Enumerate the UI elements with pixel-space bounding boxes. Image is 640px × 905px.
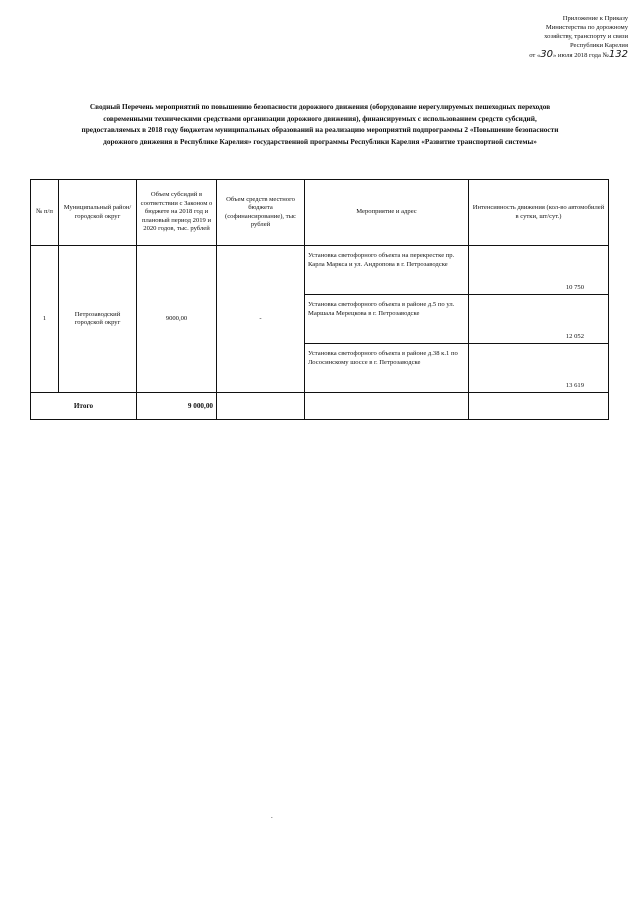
title-line: Сводный Перечень мероприятий по повышению безопасности дорожного движения (оборудование нерегулируемых пешеходных переходов [89,102,551,111]
cell-intensity: 12 052 [469,295,609,344]
total-value: 9 000,00 [137,393,217,420]
table-header-row [31,180,609,246]
appendix-line: Приложение к Приказу [562,15,628,22]
cell-district: Петрозаводский городской округ [59,246,137,393]
appendix-line: Министерства по дорожному [545,24,628,31]
title-line: современными техническими средствами организации дорожного движения), финансируемых с использованием средств субсидий, [103,113,537,123]
title-line: предоставляемых в 2018 году бюджетам муниципальных образований на реализацию мероприятий подпрограммы 2 «Повышение безопасности [81,125,559,134]
appendix-line: хозяйству, транспорту и связи [544,33,628,40]
cell-intensity: 13 619 [469,344,609,393]
cell-local-budget: - [217,246,305,393]
appendix-line: Республики Карелия [569,42,628,49]
cell-intensity: 10 750 [469,246,609,295]
date-day-handwritten: 30 [540,49,553,60]
page-mark: . [271,812,273,820]
total-label: Итого [31,393,137,420]
table-row [31,246,609,295]
appendix-date [440,50,628,60]
document-title [22,101,618,147]
header-local-budget: Объем средств местного бюджета (софинансирование), тыс рублей [217,180,305,246]
total-row [31,393,609,420]
header-district: Муниципальный район/городской округ [59,180,137,246]
measures-table [30,179,609,420]
total-empty-cell [469,393,609,420]
date-middle: » июля 2018 года № [552,52,609,59]
appendix-block [440,14,628,60]
cell-num: 1 [31,246,59,393]
cell-subsidy: 9000,00 [137,246,217,393]
date-prefix: от « [529,52,541,59]
header-measure: Мероприятие и адрес [305,180,469,246]
total-empty-cell [217,393,305,420]
total-empty-cell [305,393,469,420]
cell-measure: Установка светофорного объекта на перекрестке пр. Карла Маркса и ул. Андропова в г. Петрозаводске [305,246,469,295]
header-intensity: Интенсивность движения (кол-во автомобилей в сутки, шт/сут.) [469,180,609,246]
cell-measure: Установка светофорного объекта в районе д.38 к.1 по Лососинскому шоссе в г. Петрозаводске [305,344,469,393]
cell-measure: Установка светофорного объекта в районе д.5 по ул. Маршала Мерецкова в г. Петрозаводске [305,295,469,344]
doc-number-handwritten: 132 [608,49,628,60]
header-num: № п/п [31,180,59,246]
header-subsidy: Объем субсидий в соответствии с Законом о бюджете на 2018 год и плановый период 2019 и 2020 годов, тыс. рублей [137,180,217,246]
title-line: дорожного движения в Республике Карелия» государственной программы Республики Карелия «Развитие транспортной системы» [103,136,537,146]
